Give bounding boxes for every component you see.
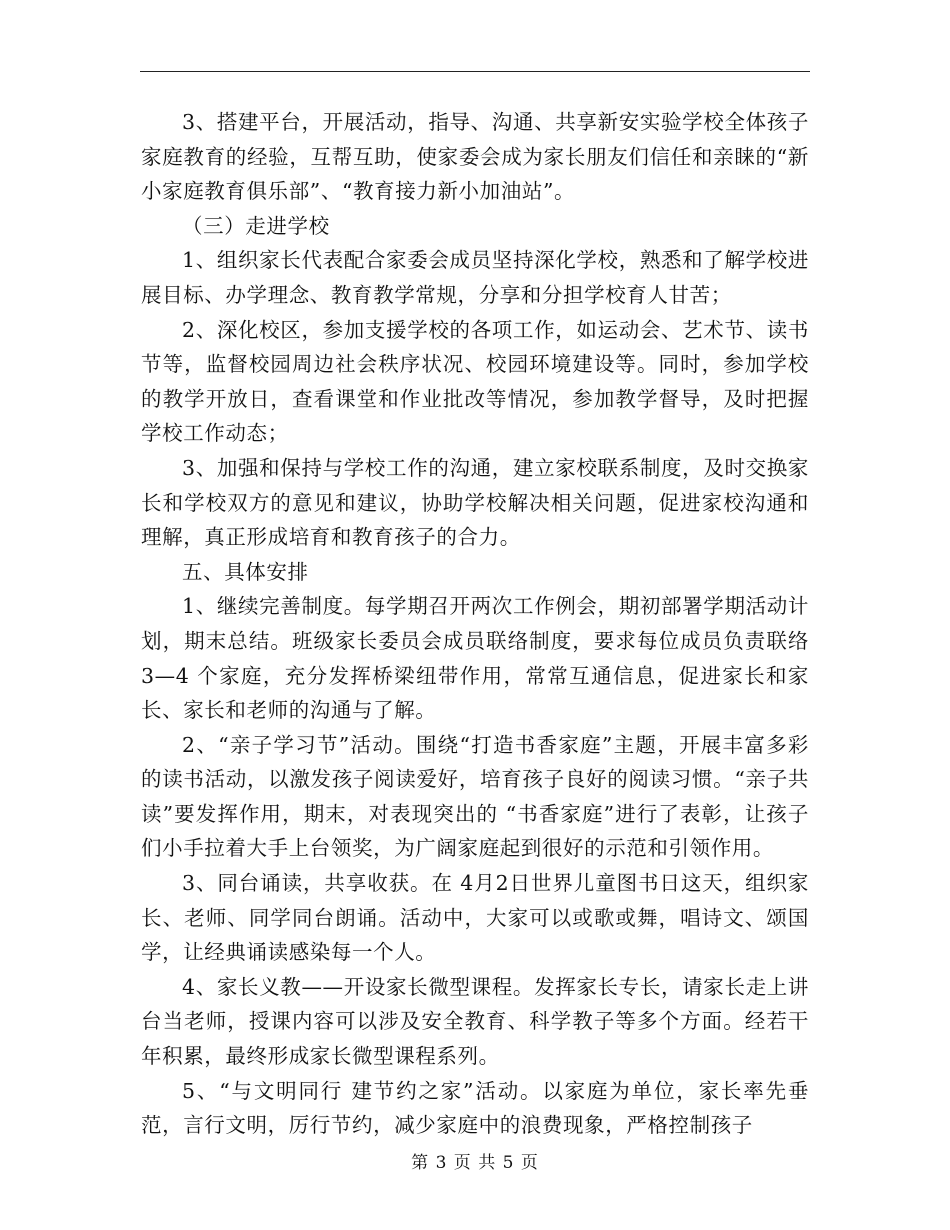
paragraph: 2、深化校区，参加支援学校的各项工作，如运动会、艺术节、读书节等，监督校园周边社会秩序状况、校园环境建设等。同时，参加学校的教学开放日，查看课堂和作业批改等情况，参加教学督导，及时把握学校工作动态； (141, 317, 809, 446)
header-rule (140, 71, 810, 72)
paragraph: 1、组织家长代表配合家委会成员坚持深化学校，熟悉和了解学校进展目标、办学理念、教育教学常规，分享和分担学校育人甘苦； (141, 248, 809, 307)
page-number-footer: 第 3 页 共 5 页 (411, 1153, 539, 1173)
section-heading: 五、具体安排 (182, 559, 309, 584)
paragraph: 3、加强和保持与学校工作的沟通，建立家校联系制度，及时交换家长和学校双方的意见和建议，协助学校解决相关问题，促进家校沟通和理解，真正形成培育和教育孩子的合力。 (141, 455, 809, 550)
section-heading: （三）走进学校 (182, 213, 330, 238)
paragraph: 4、家长义教——开设家长微型课程。发挥家长专长，请家长走上讲台当老师，授课内容可以涉及安全教育、科学教子等多个方面。经若干年积累，最终形成家长微型课程系列。 (141, 974, 809, 1069)
document-body (141, 105, 809, 1143)
paragraph: 1、继续完善制度。每学期召开两次工作例会，期初部署学期活动计划，期末总结。班级家长委员会成员联络制度，要求每位成员负责联络 3—4 个家庭，充分发挥桥梁纽带作用，常常互通信息，促进家长和家长、家长和老师的沟通与了解。 (141, 594, 809, 723)
paragraph: 3、同台诵读，共享收获。在 4月2日世界儿童图书日这天，组织家长、老师、同学同台朗诵。活动中，大家可以或歌或舞，唱诗文、颂国学，让经典诵读感染每一个人。 (141, 871, 809, 965)
paragraph: 2、“亲子学习节”活动。围绕“打造书香家庭”主题，开展丰富多彩的读书活动，以激发孩子阅读爱好，培育孩子良好的阅读习惯。“亲子共读”要发挥作用，期末，对表现突出的 “书香家庭”进行了表彰，让孩子们小手拉着大手上台领奖，为广阔家庭起到很好的示范和引领作用。 (141, 732, 809, 861)
paragraph: 3、搭建平台，开展活动，指导、沟通、共享新安实验学校全体孩子家庭教育的经验，互帮互助，使家委会成为家长朋友们信任和亲睐的“新小家庭教育俱乐部”、“教育接力新小加油站”。 (141, 110, 809, 204)
paragraph: 5、“与文明同行 建节约之家”活动。以家庭为单位，家长率先垂范，言行文明，厉行节约，减少家庭中的浪费现象，严格控制孩子 (141, 1078, 809, 1138)
